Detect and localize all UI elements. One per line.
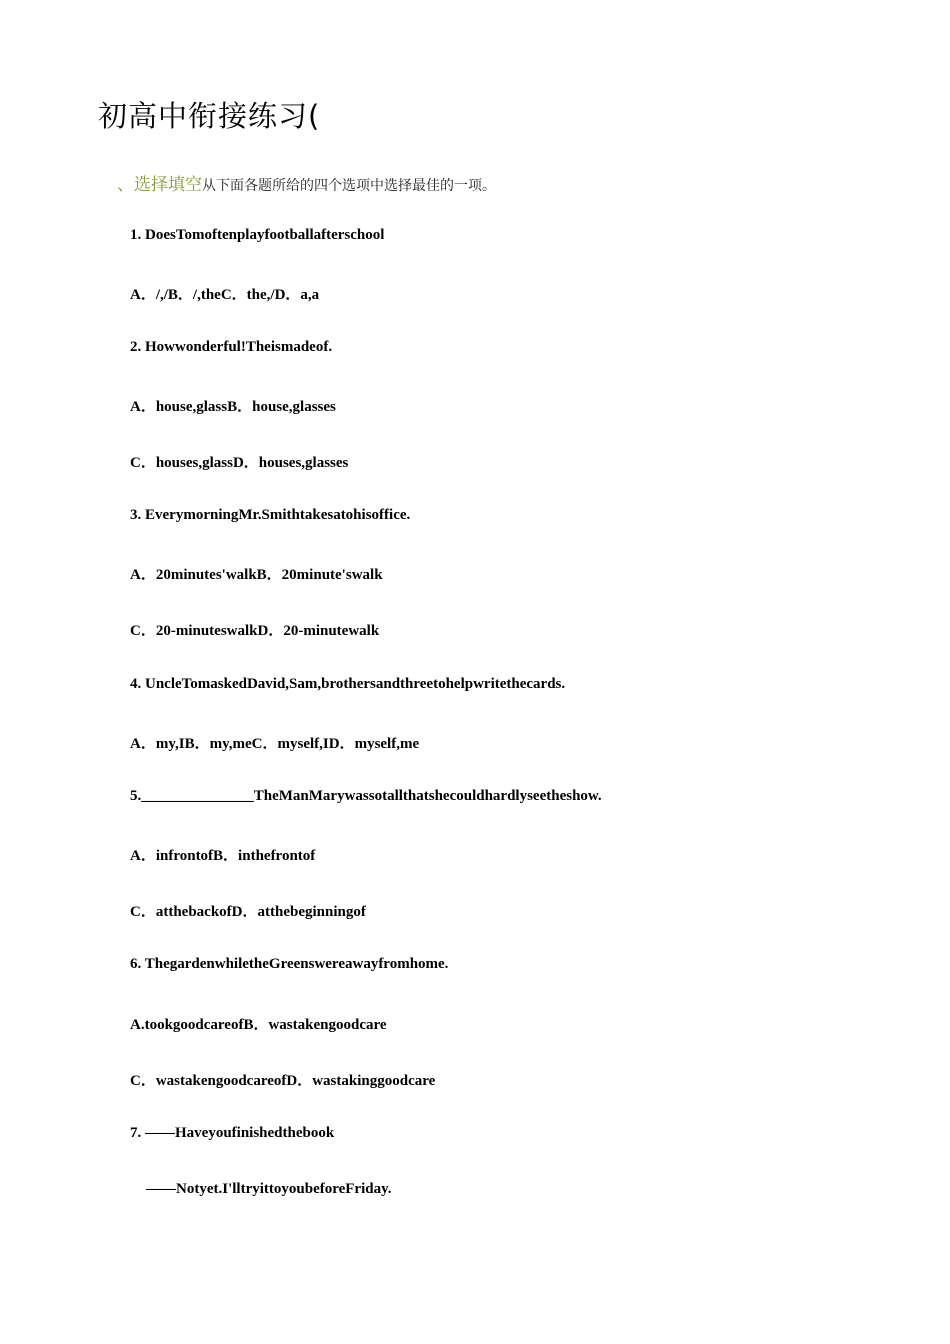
question-3-options-ab: A．20minutes'walkB．20minute'swalk: [130, 567, 383, 583]
question-2-options-ab: A．house,glassB．house,glasses: [130, 399, 336, 415]
question-2-options-cd: C．houses,glassD．houses,glasses: [130, 455, 349, 471]
question-6-options-cd: C．wastakengoodcareofD．wastakinggoodcare: [130, 1073, 436, 1089]
question-1-options: A．/,/B．/,theC．the,/D．a,a: [130, 287, 320, 303]
section-heading: 、选择填空: [117, 175, 202, 195]
question-2: 2. Howwonderful!Theismadeof.: [130, 339, 333, 355]
question-4-options: A．my,IB．my,meC．myself,ID．myself,me: [130, 736, 420, 752]
question-5-options-cd: C．atthebackofD．atthebeginningof: [130, 904, 366, 920]
question-7-dialogue: ——Notyet.I'lltryittoyoubeforeFriday.: [146, 1181, 392, 1197]
question-7: 7. ——Haveyoufinishedthebook: [130, 1125, 335, 1141]
question-6: 6. ThegardenwhiletheGreenswereawayfromhome.: [130, 956, 449, 972]
question-5-options-ab: A．infrontofB．inthefrontof: [130, 848, 316, 864]
section-instruction: [117, 170, 496, 195]
page-title: 初高中衔接练习(: [98, 99, 321, 133]
question-1: 1. DoesTomoftenplayfootballafterschool: [130, 227, 385, 243]
question-4: 4. UncleTomaskedDavid,Sam,brothersandthreetohelpwritethecards.: [130, 676, 566, 692]
question-6-options-ab: A.tookgoodcareofB．wastakengoodcare: [130, 1017, 387, 1033]
question-3-options-cd: C．20-minuteswalkD．20-minutewalk: [130, 623, 380, 639]
section-instruction-text: 从下面各题所给的四个选项中选择最佳的一项。: [202, 178, 496, 194]
question-3: 3. EverymorningMr.Smithtakesatohisoffice.: [130, 507, 411, 523]
question-5: 5._______________TheManMarywassotallthatshecouldhardlyseetheshow.: [130, 788, 602, 804]
